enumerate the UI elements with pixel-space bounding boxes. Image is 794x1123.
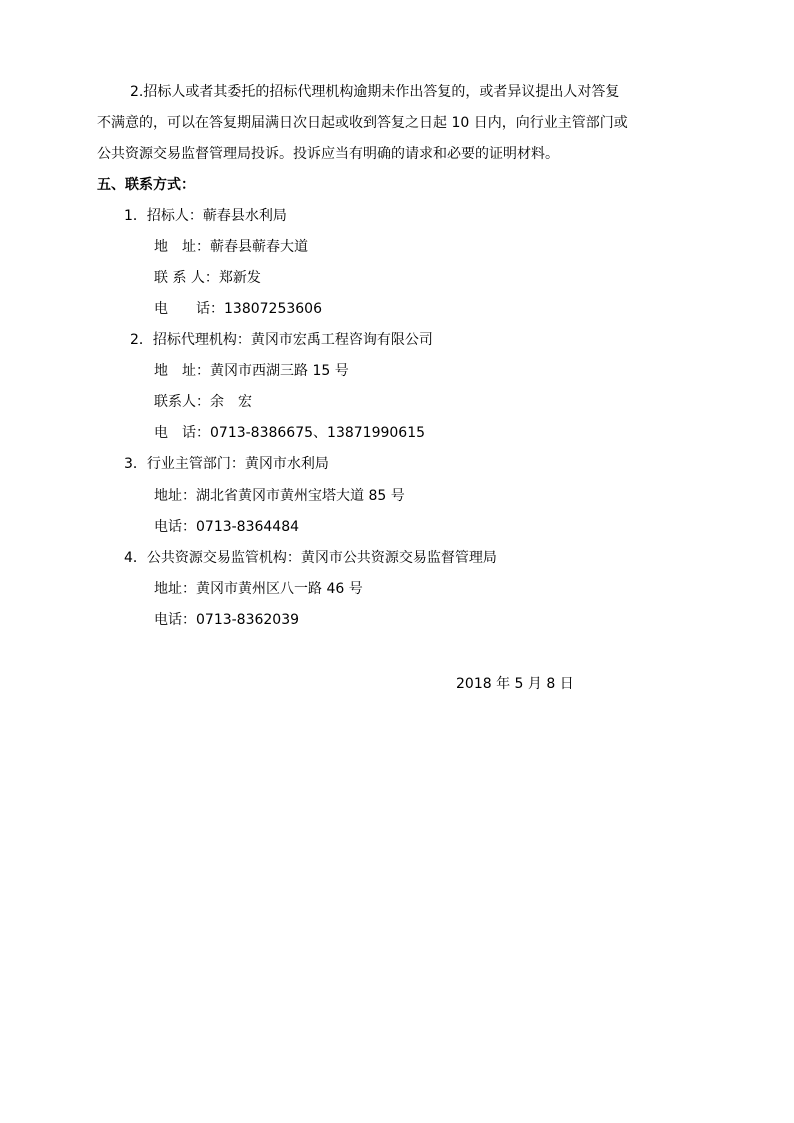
contact-2-person: 联系人：余 宏 (154, 394, 252, 410)
contact-4-address: 地址：黄冈市黄州区八一路 46 号 (154, 581, 363, 597)
contact-1-phone: 电 话：13807253606 (154, 301, 322, 317)
contact-1-person: 联 系 人：郑新发 (154, 270, 261, 286)
contact-2-phone: 电 话：0713-8386675、13871990615 (154, 425, 426, 441)
contact-2-address: 地 址：黄冈市西湖三路 15 号 (154, 363, 349, 379)
contact-4-phone: 电话：0713-8362039 (154, 612, 300, 628)
paragraph-2-line-1: 2.招标人或者其委托的招标代理机构逾期未作出答复的，或者异议提出人对答复 (130, 84, 620, 100)
contact-1-address: 地 址：蕲春县蕲春大道 (154, 239, 308, 255)
paragraph-2-line-2: 不满意的，可以在答复期届满日次日起或收到答复之日起 10 日内，向行业主管部门或 (97, 115, 628, 131)
contact-4-title: 4．公共资源交易监管机构：黄冈市公共资源交易监督管理局 (124, 550, 497, 566)
contact-1-title: 1．招标人：蕲春县水利局 (124, 208, 287, 224)
contact-3-title: 3．行业主管部门：黄冈市水利局 (124, 456, 329, 472)
paragraph-2-line-3: 公共资源交易监督管理局投诉。投诉应当有明确的请求和必要的证明材料。 (97, 146, 559, 162)
section-5-heading: 五、联系方式： (97, 177, 195, 193)
document-date: 2018 年 5 月 8 日 (456, 676, 574, 692)
contact-3-phone: 电话：0713-8364484 (154, 519, 300, 535)
contact-2-title: 2．招标代理机构：黄冈市宏禹工程咨询有限公司 (130, 332, 433, 348)
contact-3-address: 地址：湖北省黄冈市黄州宝塔大道 85 号 (154, 488, 405, 504)
